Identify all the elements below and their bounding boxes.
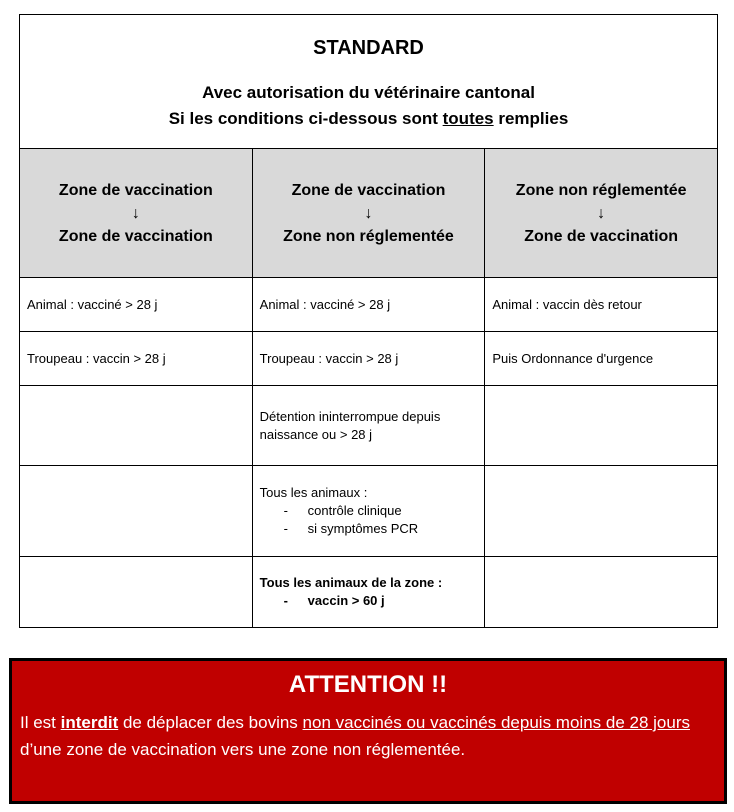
- attention-title: ATTENTION !!: [288, 671, 448, 698]
- subtitle-text-end: remplies: [493, 109, 569, 128]
- column-from: Zone de vaccination: [291, 181, 446, 199]
- table-cell: Troupeau : vaccin > 28 j: [20, 332, 253, 386]
- arrow-down-icon: ↓: [597, 204, 606, 222]
- subtitle-line-2: [20, 106, 717, 132]
- table-cell-empty: [20, 557, 253, 628]
- column-header-1: [20, 149, 253, 278]
- bullet: -: [283, 521, 288, 536]
- attention-box: [9, 658, 727, 804]
- list-item: [260, 592, 485, 610]
- subtitle: [20, 80, 717, 132]
- column-from: Zone de vaccination: [58, 181, 213, 199]
- table-cell: Animal : vaccin dès retour: [485, 278, 718, 332]
- attention-text-part: d’une zone de vaccination vers une zone non réglementée.: [20, 740, 466, 759]
- cell-text: Tous les animaux de la zone :: [259, 575, 443, 590]
- table-cell-empty: [20, 466, 253, 557]
- list-item: [260, 502, 485, 520]
- list-item-text: contrôle clinique: [307, 503, 402, 518]
- table-cell-empty: [485, 466, 718, 557]
- arrow-down-icon: ↓: [364, 204, 373, 222]
- title-cell: [20, 15, 718, 149]
- table-cell: [252, 557, 485, 628]
- attention-text-part: de déplacer des bovins: [118, 713, 303, 732]
- cell-text: Détention ininterrompue depuis naissance ou > 28 j: [259, 408, 441, 442]
- table-cell: Puis Ordonnance d'urgence: [485, 332, 718, 386]
- table-cell: Troupeau : vaccin > 28 j: [252, 332, 485, 386]
- attention-emphasis: interdit: [60, 713, 119, 732]
- table-row: [20, 557, 718, 628]
- conditions-table: [19, 14, 718, 628]
- table-cell: [252, 386, 485, 466]
- column-to: Zone de vaccination: [524, 227, 679, 245]
- column-to: Zone de vaccination: [58, 227, 213, 245]
- column-from: Zone non réglementée: [515, 181, 687, 199]
- table-cell-empty: [485, 386, 718, 466]
- subtitle-underlined: toutes: [442, 109, 494, 128]
- list-item-text: vaccin > 60 j: [307, 593, 385, 608]
- table-row: [20, 278, 718, 332]
- table-row: [20, 466, 718, 557]
- arrow-down-icon: ↓: [131, 204, 140, 222]
- column-header-3: [485, 149, 718, 278]
- bullet: -: [283, 503, 288, 518]
- table-cell: Animal : vacciné > 28 j: [252, 278, 485, 332]
- subtitle-text: Si les conditions ci-dessous sont: [168, 109, 443, 128]
- table-row: [20, 332, 718, 386]
- cell-text: Tous les animaux :: [259, 485, 368, 500]
- column-header-2: [252, 149, 485, 278]
- table-cell: Animal : vacciné > 28 j: [20, 278, 253, 332]
- attention-underlined: non vaccinés ou vaccinés depuis moins de 28 jours: [302, 713, 690, 732]
- attention-text: [20, 709, 704, 763]
- table-cell-empty: [20, 386, 253, 466]
- list-item: [260, 520, 485, 538]
- bullet: -: [283, 593, 288, 608]
- standard-document: [19, 14, 717, 628]
- column-to: Zone non réglementée: [283, 227, 454, 245]
- attention-text-part: Il est: [20, 713, 61, 732]
- table-cell-empty: [485, 557, 718, 628]
- subtitle-line-1: Avec autorisation du vétérinaire cantonal: [202, 83, 535, 102]
- table-row: [20, 386, 718, 466]
- list-item-text: si symptômes PCR: [307, 521, 419, 536]
- table-cell: [252, 466, 485, 557]
- document-title: STANDARD: [313, 37, 424, 59]
